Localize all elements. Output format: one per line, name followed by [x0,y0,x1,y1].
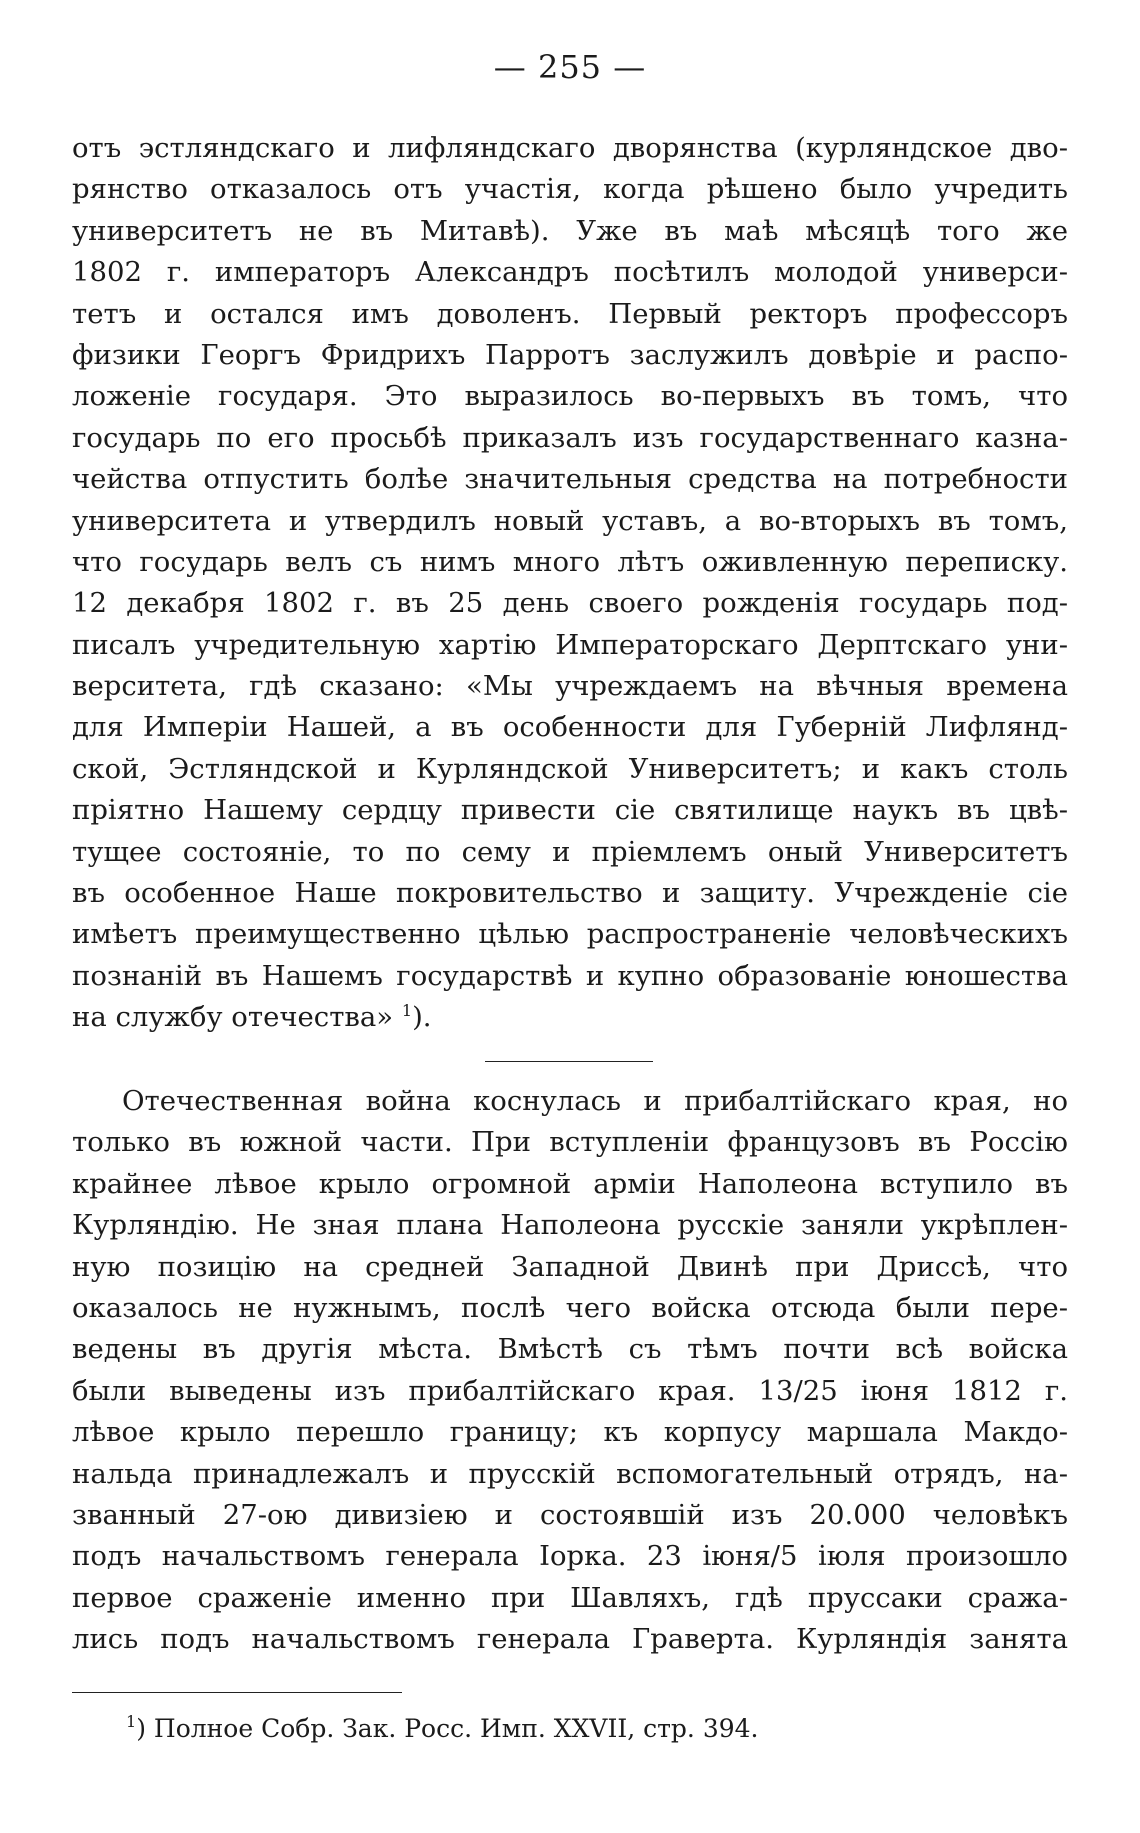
line-text: въ особенное Наше покровительство и защиту. Учрежденіе сіе [72,877,1068,910]
text-line [72,707,1068,748]
footnote [126,1711,1026,1747]
text-line [72,501,1068,542]
text-line [72,790,1068,831]
text-line [72,1412,1068,1453]
line-text: чейства отпустить болѣе значительныя средства на потребности [72,463,1068,496]
paragraph-patriotic-war [72,1081,1068,1660]
text-line [72,1247,1068,1288]
line-text: нальда принадлежалъ и прусскій вспомогательный отрядъ, на- [72,1457,1068,1490]
text-line [72,1619,1068,1660]
line-text: писалъ учредительную хартію Императорскаго Дерптскаго уни- [72,628,1068,661]
section-divider [485,1061,653,1062]
text-line [72,1164,1068,1205]
text-line [72,335,1068,376]
line-text: физики Георгъ Фридрихъ Парротъ заслужилъ довѣріе и распо- [72,338,1068,371]
line-text: познаній въ Нашемъ государствѣ и купно образованіе юношества [72,959,1068,992]
text-line [72,376,1068,417]
text-line [72,1495,1068,1536]
line-text: для Имперіи Нашей, а въ особенности для Губерній Лифлянд- [72,711,1068,744]
text-line [72,914,1068,955]
text-line [72,749,1068,790]
text-line [72,1288,1068,1329]
line-text: только въ южной части. При вступленіи французовъ въ Россію [72,1126,1068,1159]
footnote-text: Полное Собр. Зак. Росс. Имп. XXVII, стр. 394. [145,1714,759,1743]
text-line [72,583,1068,624]
line-text: подъ начальствомъ генерала Іорка. 23 іюня/5 іюля произошло [72,1540,1068,1573]
line-text: ложеніе государя. Это выразилось во-первыхъ въ томъ, что [72,380,1068,413]
paragraph-university [72,128,1068,1039]
text-line [72,211,1068,252]
line-text: университетъ не въ Митавѣ). Уже въ маѣ мѣсяцѣ того же [72,214,1068,247]
line-text: что государь велъ съ нимъ много лѣтъ оживленную переписку. [72,545,1068,578]
line-text: тущее состояніе, то по сему и пріемлемъ оный Университетъ [72,835,1068,868]
line-text: оказалось не нужнымъ, послѣ чего войска отсюда были пере- [72,1291,1068,1324]
text-line [72,832,1068,873]
text-line [72,997,1068,1038]
text-line [72,128,1068,169]
text-line [72,1122,1068,1163]
line-text: лѣвое крыло перешло границу; къ корпусу маршала Макдо- [72,1416,1068,1449]
footnote-reference: 1 [401,1001,413,1021]
line-text: верситета, гдѣ сказано: «Мы учреждаемъ на вѣчныя времена [72,670,1068,703]
text-line [72,1081,1068,1122]
footnote-marker-suffix: ) [136,1714,146,1743]
page-number: — 255 — [493,48,647,86]
line-text: 12 декабря 1802 г. въ 25 день своего рожденія государь под- [72,587,1068,620]
line-text: лись подъ начальствомъ генерала Граверта. Курляндія занята [72,1623,1068,1656]
line-text: 1802 г. императоръ Александръ посѣтилъ молодой универси- [72,256,1068,289]
line-text: имѣетъ преимущественно цѣлью распространеніе человѣческихъ [72,918,1068,951]
text-line [72,459,1068,500]
line-text: рянство отказалось отъ участія, когда рѣшено было учредить [72,173,1068,206]
footnote-reference-suffix: ). [412,1001,432,1034]
text-line [72,873,1068,914]
line-text: званный 27-ою дивизіею и состоявшій изъ 20.000 человѣкъ [72,1498,1068,1531]
text-line [72,252,1068,293]
text-line [72,1205,1068,1246]
line-text: университета и утвердилъ новый уставъ, а во-вторыхъ въ томъ, [72,504,1068,537]
text-line [72,1454,1068,1495]
footnote-number: 1 [126,1712,137,1731]
text-line [72,542,1068,583]
line-text: ную позицію на средней Западной Двинѣ при Дриссѣ, что [72,1250,1068,1283]
text-line [72,1536,1068,1577]
line-text: Отечественная война коснулась и прибалтійскаго края, но [122,1085,1068,1117]
line-text: ской, Эстляндской и Курляндской Университетъ; и какъ столь [72,752,1068,785]
line-text: крайнее лѣвое крыло огромной арміи Наполеона вступило въ [72,1167,1068,1200]
text-line [72,625,1068,666]
line-text: ведены въ другія мѣста. Вмѣстѣ съ тѣмъ почти всѣ войска [72,1333,1068,1366]
text-line [72,1578,1068,1619]
line-text: отъ эстляндскаго и лифляндскаго дворянства (курляндское дво- [72,132,1068,164]
text-line [72,666,1068,707]
text-line [72,294,1068,335]
text-line [72,1329,1068,1370]
line-text: первое сраженіе именно при Шавляхъ, гдѣ пруссаки сража- [72,1581,1068,1614]
text-line [72,169,1068,210]
line-text: были выведены изъ прибалтійскаго края. 13/25 іюня 1812 г. [72,1374,1068,1407]
text-line [72,418,1068,459]
text-line [72,956,1068,997]
line-text: на службу отечества» [72,1001,394,1034]
line-text: Курляндію. Не зная плана Наполеона русскіе заняли укрѣплен- [72,1209,1068,1242]
line-text: государь по его просьбѣ приказалъ изъ государственнаго казна- [72,421,1068,454]
line-text: тетъ и остался имъ доволенъ. Первый ректоръ профессоръ [72,297,1068,330]
text-line [72,1371,1068,1412]
footnote-divider [72,1692,402,1693]
line-text: пріятно Нашему сердцу привести сіе святилище наукъ въ цвѣ- [72,794,1068,827]
